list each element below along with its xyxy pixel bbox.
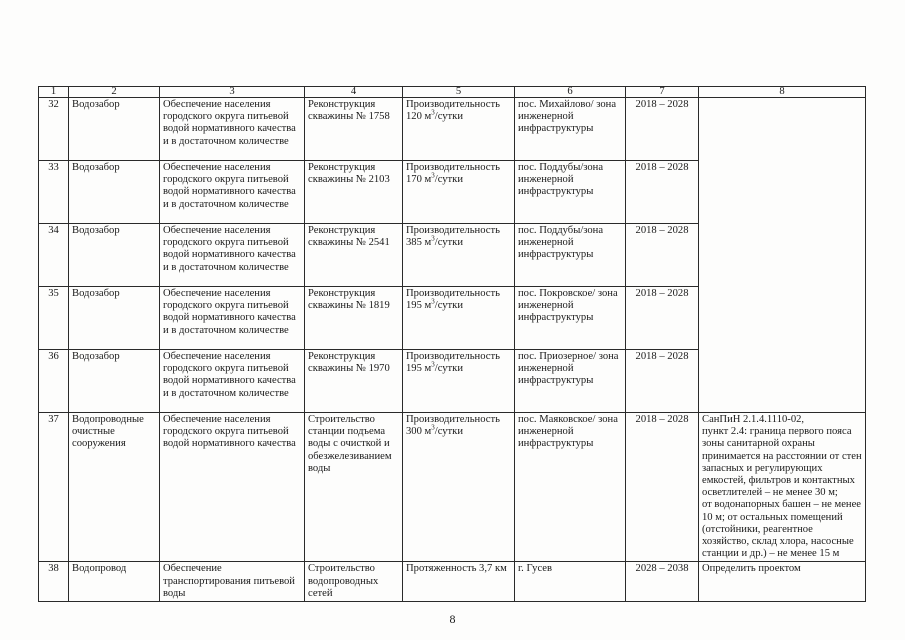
table-row [39,413,866,562]
page-number: 8 [449,612,456,626]
parameter-label: Производительность [406,351,500,362]
object-name: Водозабор [69,224,160,287]
measure-text: Строительство станции подъема воды с очисткой и обезжелезиванием воды [305,413,403,562]
header-col-3: 3 [160,87,305,98]
location-text: пос. Приозерное/ зона инженерной инфраструктуры [515,350,626,413]
parameter-cell [403,350,515,413]
row-number: 32 [39,98,69,161]
cubic-superscript: 3 [431,360,435,369]
purpose-text: Обеспечение населения городского округа питьевой водой нормативного качества и в достаточном количестве [160,350,305,413]
parameter-unit: /сутки [434,111,463,123]
parameter-cell [403,287,515,350]
parameter-unit: /сутки [434,300,463,312]
header-col-2: 2 [69,87,160,98]
object-name: Водозабор [69,287,160,350]
header-col-7: 7 [626,87,699,98]
cubic-superscript: 3 [431,423,435,432]
parameter-unit: /сутки [434,174,463,186]
location-text: пос. Маяковское/ зона инженерной инфраструктуры [515,413,626,562]
object-name: Водозабор [69,161,160,224]
note-text: СанПиН 2.1.4.1110-02, пункт 2.4: граница первого пояса зоны санитарной охраны принимается на расстоянии от стен запасных и регулирующих емкостей, фильтров и контактных осветлителей – не менее 30 м; от водонапорных башен – не менее 10 м; от остальных помещений (отстойники, реагентное хозяйство, склад хлора, насосные станции и др.) – не менее 15 м [699,413,866,562]
cubic-superscript: 3 [431,234,435,243]
location-text: г. Гусев [515,562,626,602]
measure-text: Реконструкция скважины № 2103 [305,161,403,224]
parameter-label: Производительность [406,99,500,110]
period-text: 2018 – 2028 [626,413,699,562]
purpose-text: Обеспечение населения городского округа питьевой водой нормативного качества и в достаточном количестве [160,287,305,350]
parameter-label: Производительность [406,288,500,299]
parameter-label: Производительность [406,162,500,173]
parameter-cell [403,413,515,562]
location-text: пос. Михайлово/ зона инженерной инфраструктуры [515,98,626,161]
row-number: 33 [39,161,69,224]
table-row [39,98,866,161]
row-number: 38 [39,562,69,602]
period-text: 2018 – 2028 [626,161,699,224]
infrastructure-table [38,86,866,602]
header-col-6: 6 [515,87,626,98]
header-col-5: 5 [403,87,515,98]
cubic-superscript: 3 [431,108,435,117]
parameter-label: Производительность [406,414,500,425]
parameter-cell [403,224,515,287]
header-col-1: 1 [39,87,69,98]
parameter-cell: Протяженность 3,7 км [403,562,515,602]
purpose-text: Обеспечение населения городского округа питьевой водой нормативного качества и в достаточном количестве [160,224,305,287]
period-text: 2018 – 2028 [626,98,699,161]
object-name: Водозабор [69,98,160,161]
purpose-text: Обеспечение населения городского округа питьевой водой нормативного качества и в достаточном количестве [160,98,305,161]
header-col-4: 4 [305,87,403,98]
table-row [39,562,866,602]
parameter-unit: /сутки [434,237,463,249]
row-number: 36 [39,350,69,413]
object-name: Водозабор [69,350,160,413]
cubic-superscript: 3 [431,297,435,306]
measure-text: Реконструкция скважины № 1758 [305,98,403,161]
parameter-value: 385 м [406,237,432,249]
row-number: 37 [39,413,69,562]
header-row [39,87,866,98]
parameter-label: Производительность [406,225,500,236]
location-text: пос. Поддубы/зона инженерной инфраструктуры [515,224,626,287]
location-text: пос. Поддубы/зона инженерной инфраструктуры [515,161,626,224]
parameter-value: 170 м [406,174,432,186]
parameter-cell [403,98,515,161]
measure-text: Строительство водопроводных сетей [305,562,403,602]
measure-text: Реконструкция скважины № 2541 [305,224,403,287]
note-cell-empty [699,98,866,413]
location-text: пос. Покровское/ зона инженерной инфраструктуры [515,287,626,350]
period-text: 2028 – 2038 [626,562,699,602]
parameter-value: 300 м [406,426,432,438]
parameter-value: 195 м [406,300,432,312]
measure-text: Реконструкция скважины № 1819 [305,287,403,350]
table-header [39,87,866,98]
parameter-cell [403,161,515,224]
parameter-value: 195 м [406,363,432,375]
period-text: 2018 – 2028 [626,287,699,350]
purpose-text: Обеспечение населения городского округа питьевой водой нормативного качества [160,413,305,562]
parameter-unit: /сутки [434,363,463,375]
row-number: 35 [39,287,69,350]
row-number: 34 [39,224,69,287]
measure-text: Реконструкция скважины № 1970 [305,350,403,413]
purpose-text: Обеспечение транспортирования питьевой воды [160,562,305,602]
header-col-8: 8 [699,87,866,98]
table-body [39,98,866,602]
period-text: 2018 – 2028 [626,224,699,287]
parameter-unit: /сутки [434,426,463,438]
object-name: Водопровод [69,562,160,602]
cubic-superscript: 3 [431,171,435,180]
period-text: 2018 – 2028 [626,350,699,413]
purpose-text: Обеспечение населения городского округа питьевой водой нормативного качества и в достаточном количестве [160,161,305,224]
parameter-value: 120 м [406,111,432,123]
note-text: Определить проектом [699,562,866,602]
object-name: Водопроводные очистные сооружения [69,413,160,562]
